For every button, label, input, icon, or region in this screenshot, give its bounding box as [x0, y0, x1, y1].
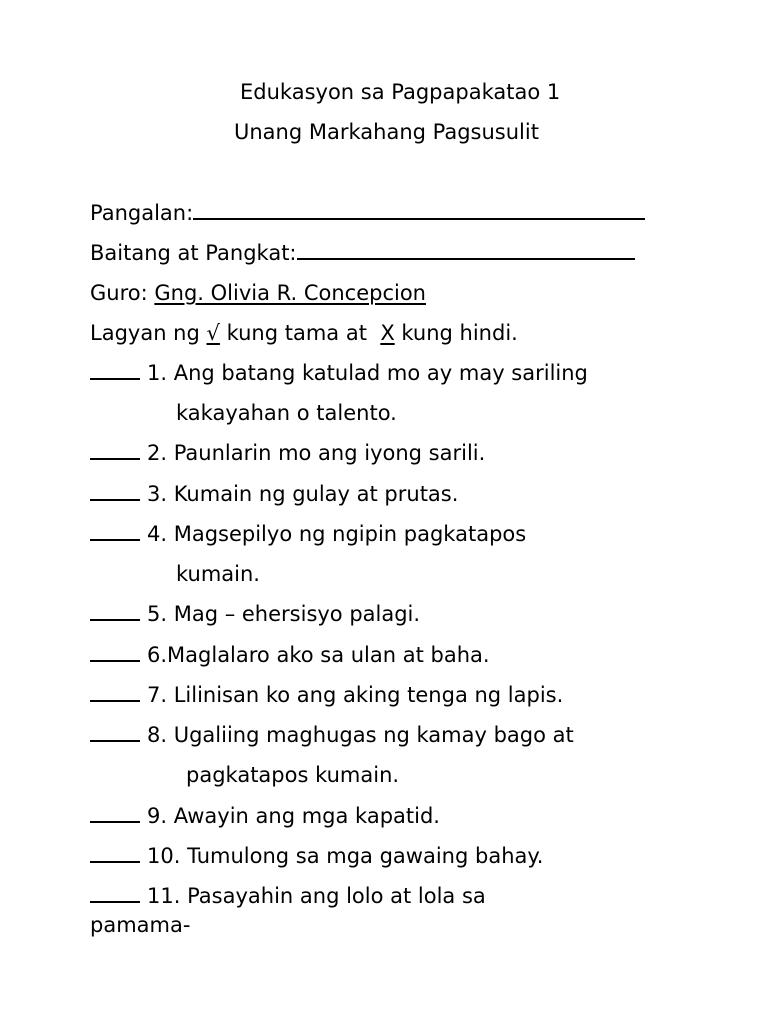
grade-field — [90, 240, 635, 266]
list-item — [90, 481, 458, 507]
item-text: 2. Paunlarin mo ang iyong sarili. — [147, 441, 486, 465]
instruction-middle: kung tama at — [226, 321, 367, 345]
list-item — [90, 440, 485, 466]
list-item — [90, 521, 526, 547]
list-item — [90, 642, 490, 668]
answer-blank — [90, 803, 140, 823]
answer-blank — [90, 883, 140, 903]
teacher-name: Gng. Olivia R. Concepcion — [154, 281, 426, 305]
item-text: 11. Pasayahin ang lolo at lola sa — [147, 884, 486, 908]
list-item — [90, 883, 486, 909]
answer-blank — [90, 722, 140, 742]
name-label: Pangalan: — [90, 201, 194, 225]
x-mark-icon: X — [380, 321, 395, 345]
item-continuation: kumain. — [176, 562, 260, 586]
item-text: 5. Mag – ehersisyo palagi. — [147, 602, 421, 626]
answer-blank — [90, 440, 140, 460]
teacher-field — [90, 280, 426, 306]
answer-blank — [90, 601, 140, 621]
list-item — [90, 803, 440, 829]
instruction — [90, 320, 518, 346]
instruction-suffix: kung hindi. — [401, 321, 518, 345]
list-item — [90, 360, 588, 386]
item-text: 8. Ugaliing maghugas ng kamay bago at — [147, 723, 574, 747]
item-text: 4. Magsepilyo ng ngipin pagkatapos — [147, 522, 527, 546]
item-continuation: kakayahan o talento. — [176, 401, 397, 425]
answer-blank — [90, 642, 140, 662]
item-text: 3. Kumain ng gulay at prutas. — [147, 482, 459, 506]
item-text: 10. Tumulong sa mga gawaing bahay. — [147, 844, 544, 868]
grade-label: Baitang at Pangkat: — [90, 241, 297, 265]
list-item — [90, 682, 563, 708]
answer-blank — [90, 481, 140, 501]
item-text: 9. Awayin ang mga kapatid. — [147, 804, 440, 828]
list-item — [90, 722, 574, 748]
answer-blank — [90, 682, 140, 702]
document-subject: Edukasyon sa Pagpapakatao 1 — [240, 80, 561, 104]
name-blank — [193, 200, 645, 220]
document-exam-title: Unang Markahang Pagsusulit — [234, 120, 539, 144]
grade-blank — [297, 240, 635, 260]
item-text: 1. Ang batang katulad mo ay may sariling — [147, 361, 588, 385]
item-text: 6.Maglalaro ako sa ulan at baha. — [147, 643, 490, 667]
answer-blank — [90, 360, 140, 380]
answer-blank — [90, 521, 140, 541]
item-continuation: pagkatapos kumain. — [186, 763, 400, 787]
name-field — [90, 200, 645, 226]
list-item — [90, 843, 543, 869]
teacher-label: Guro: — [90, 281, 148, 305]
answer-blank — [90, 843, 140, 863]
instruction-prefix: Lagyan ng — [90, 321, 200, 345]
list-item — [90, 601, 420, 627]
check-mark-icon: √ — [206, 321, 220, 345]
item-text: 7. Lilinisan ko ang aking tenga ng lapis. — [147, 683, 564, 707]
item-continuation: pamama- — [90, 913, 191, 937]
